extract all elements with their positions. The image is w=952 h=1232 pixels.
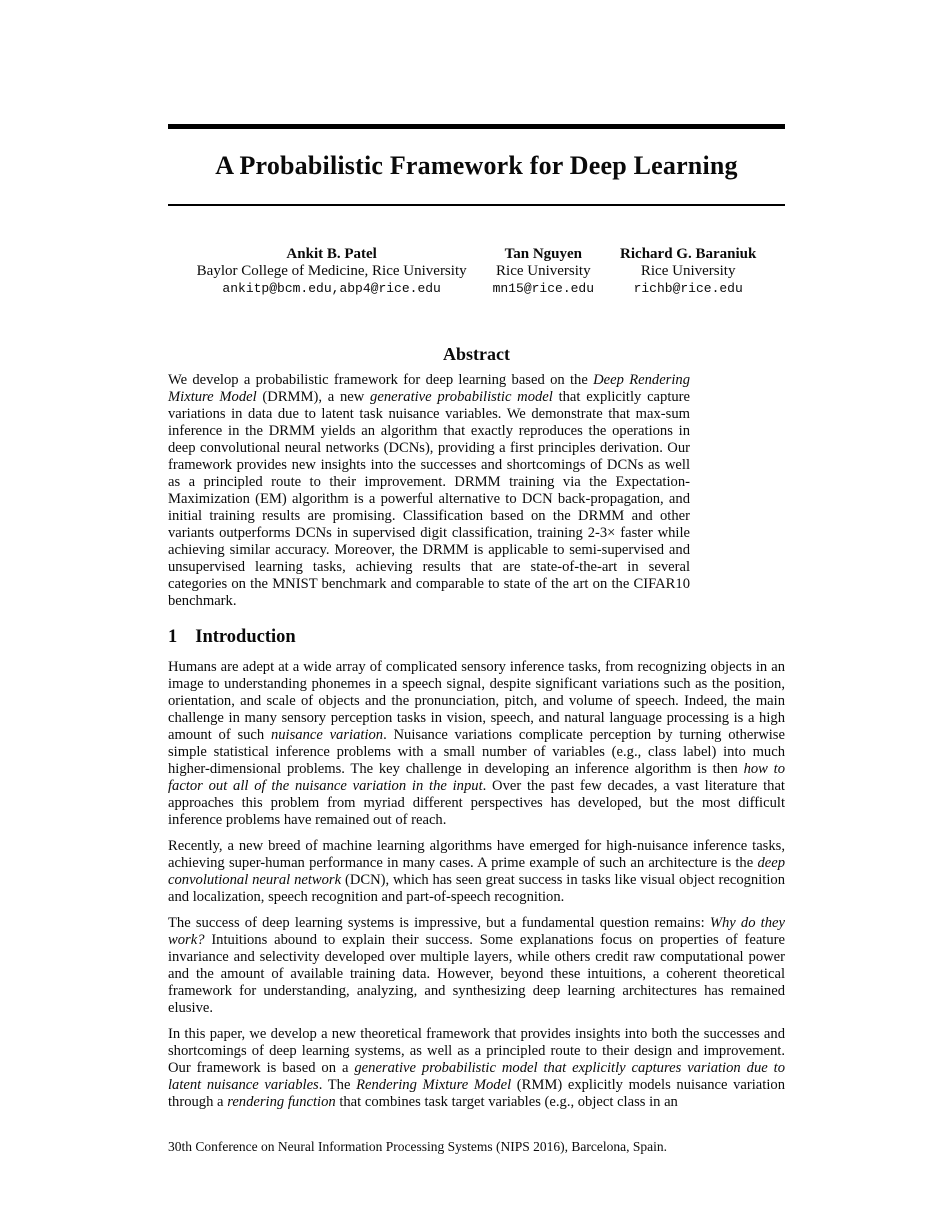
author-block [168, 246, 785, 297]
author-2 [493, 246, 594, 297]
abstract-heading: Abstract [443, 344, 510, 364]
section-1-heading [168, 626, 785, 648]
section-number: 1 [168, 627, 178, 647]
intro-paragraph-2: Recently, a new breed of machine learning algorithms have emerged for high-nuisance inference tasks, achieving super-human performance in many cases. A prime example of such an architecture is the deep convolutional neural network (DCN), which has seen great success in tasks like visual object recognition and localization, speech recognition and part-of-speech recognition. [168, 838, 785, 905]
section-title: Introduction [195, 627, 296, 647]
author-affiliation: Baylor College of Medicine, Rice University [196, 263, 467, 279]
author-3 [620, 246, 756, 297]
title-rule-bottom [168, 204, 785, 206]
paper-body [168, 344, 785, 1111]
introduction-text [168, 659, 785, 1111]
author-name: Richard G. Baraniuk [620, 246, 757, 262]
title-rule-top [168, 124, 785, 129]
conference-footnote: 30th Conference on Neural Information Processing Systems (NIPS 2016), Barcelona, Spain. [168, 1139, 668, 1154]
paper-title: A Probabilistic Framework for Deep Learning [215, 151, 738, 180]
author-1 [197, 246, 467, 297]
intro-paragraph-4: In this paper, we develop a new theoretical framework that provides insights into both the successes and shortcomings of deep learning systems, as well as a principled route to their design and improvement. Our framework is based on a generative probabilistic model that explicitly captures variation due to latent nuisance variables. The Rendering Mixture Model (RMM) explicitly models nuisance variation through a rendering function that combines task target variables (e.g., object class in an [168, 1026, 786, 1110]
intro-paragraph-3: The success of deep learning systems is impressive, but a fundamental question remains: Why do they work? Intuitions abound to explain their success. Some explanations focus on properties of feature invariance and selectivity developed over multiple layers, while others credit raw computational power and the amount of available training data. However, beyond these intuitions, a coherent theoretical framework for understanding, analyzing, and synthesizing deep learning architectures has remained elusive. [168, 915, 785, 1016]
author-affiliation: Rice University [640, 263, 736, 279]
author-affiliation: Rice University [496, 263, 591, 279]
author-email: ankitp@bcm.edu,abp4@rice.edu [222, 281, 441, 296]
author-email: richb@rice.edu [633, 281, 743, 296]
author-name: Tan Nguyen [504, 246, 583, 262]
author-name: Ankit B. Patel [286, 246, 377, 262]
intro-paragraph-1: Humans are adept at a wide array of complicated sensory inference tasks, from recognizing objects in an image to understanding phonemes in a speech signal, despite significant variations such as the position, orientation, and scale of objects and the pronunciation, pitch, and volume of speech. Indeed, the main challenge in many sensory perception tasks in vision, speech, and natural language processing is a high amount of such nuisance variation. Nuisance variations complicate perception by turning otherwise simple statistical inference problems with a small number of variables (e.g., class label) into much higher-dimensional problems. The key challenge in developing an inference algorithm is then how to factor out all of the nuisance variation in the input. Over the past few decades, a vast literature that approaches this problem from myriad different perspectives has developed, but the most difficult inference problems have remained out of reach. [168, 659, 786, 828]
author-email: mn15@rice.edu [492, 281, 595, 296]
abstract-text: We develop a probabilistic framework for deep learning based on the Deep Rendering Mixture Model (DRMM), a new generative probabilistic model that explicitly capture variations in data due to latent task nuisance variables. We demonstrate that max-sum inference in the DRMM yields an algorithm that exactly reproduces the operations in deep convolutional neural networks (DCNs), providing a first principles derivation. Our framework provides new insights into the successes and shortcomings of DCNs as well as a principled route to their improvement. DRMM training via the Expectation-Maximization (EM) algorithm is a powerful alternative to DCN back-propagation, and initial training results are promising. Classification based on the DRMM and other variants outperforms DCNs in supervised digit classification, training 2-3× faster while achieving similar accuracy. Moreover, the DRMM is applicable to semi-supervised and unsupervised learning tasks, achieving results that are state-of-the-art in several categories on the MNIST benchmark and comparable to state of the art on the CIFAR10 benchmark. [168, 372, 691, 609]
